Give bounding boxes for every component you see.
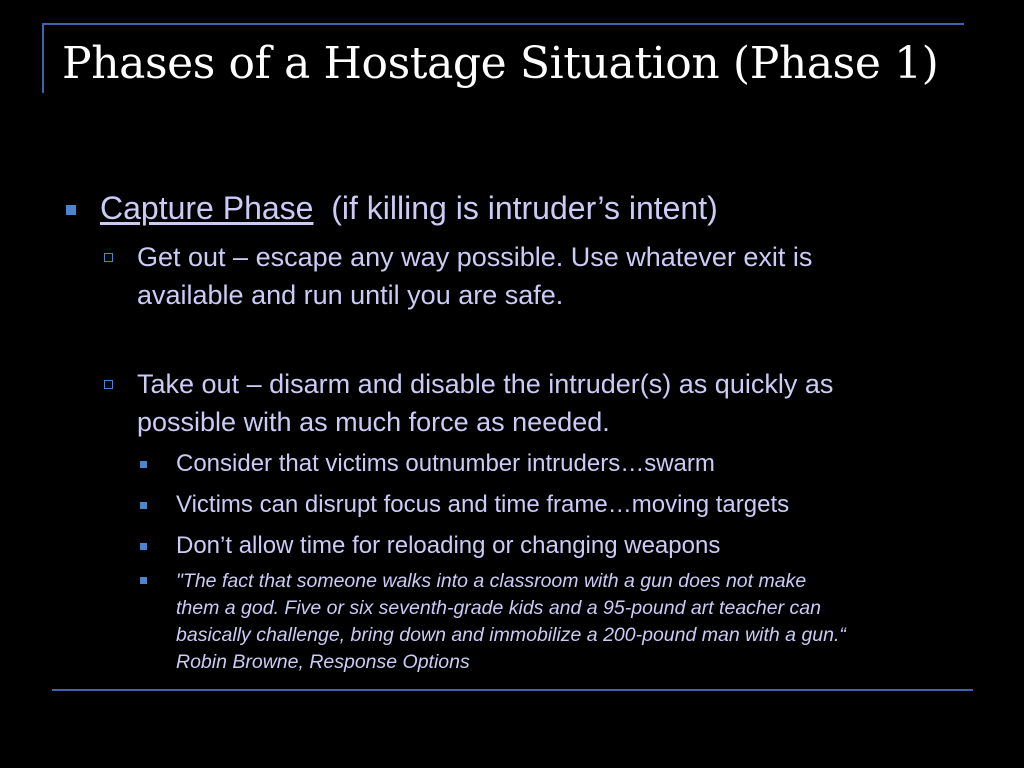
square-bullet-icon xyxy=(66,205,76,215)
square-bullet-icon xyxy=(140,502,147,509)
top-divider xyxy=(42,23,964,25)
point-swarm: Consider that victims outnumber intruders…swarm xyxy=(176,450,715,477)
bullet-capture-phase xyxy=(100,190,718,227)
sub-bullet-line: Get out – escape any way possible. Use whatever exit is xyxy=(137,242,813,272)
quote-line: basically challenge, bring down and immobilize a 200-pound man with a gun.“ xyxy=(176,624,846,646)
hollow-square-bullet-icon xyxy=(104,380,113,389)
quote-attribution: Robin Browne, Response Options xyxy=(176,651,470,673)
sub-bullet-get-out xyxy=(137,238,812,314)
square-bullet-icon xyxy=(140,543,147,550)
square-bullet-icon xyxy=(140,577,147,584)
capture-phase-condition: (if killing is intruder’s intent) xyxy=(331,190,718,226)
slide-title: Phases of a Hostage Situation (Phase 1) xyxy=(62,38,939,89)
capture-phase-link[interactable]: Capture Phase xyxy=(100,190,314,226)
square-bullet-icon xyxy=(140,461,147,468)
quote-line: them a god. Five or six seventh-grade kids and a 95-pound art teacher can xyxy=(176,597,821,619)
quote-line: "The fact that someone walks into a classroom with a gun does not make xyxy=(176,570,807,592)
point-moving-targets: Victims can disrupt focus and time frame…moving targets xyxy=(176,491,790,518)
sub-bullet-take-out xyxy=(137,365,833,441)
bottom-divider xyxy=(52,689,973,691)
sub-bullet-line: available and run until you are safe. xyxy=(137,280,564,310)
left-divider xyxy=(42,23,44,93)
sub-bullet-line: Take out – disarm and disable the intruder(s) as quickly as xyxy=(137,369,834,399)
point-reloading: Don’t allow time for reloading or changing weapons xyxy=(176,532,721,559)
hollow-square-bullet-icon xyxy=(104,253,113,262)
quote-block xyxy=(176,568,846,676)
sub-bullet-line: possible with as much force as needed. xyxy=(137,407,610,437)
